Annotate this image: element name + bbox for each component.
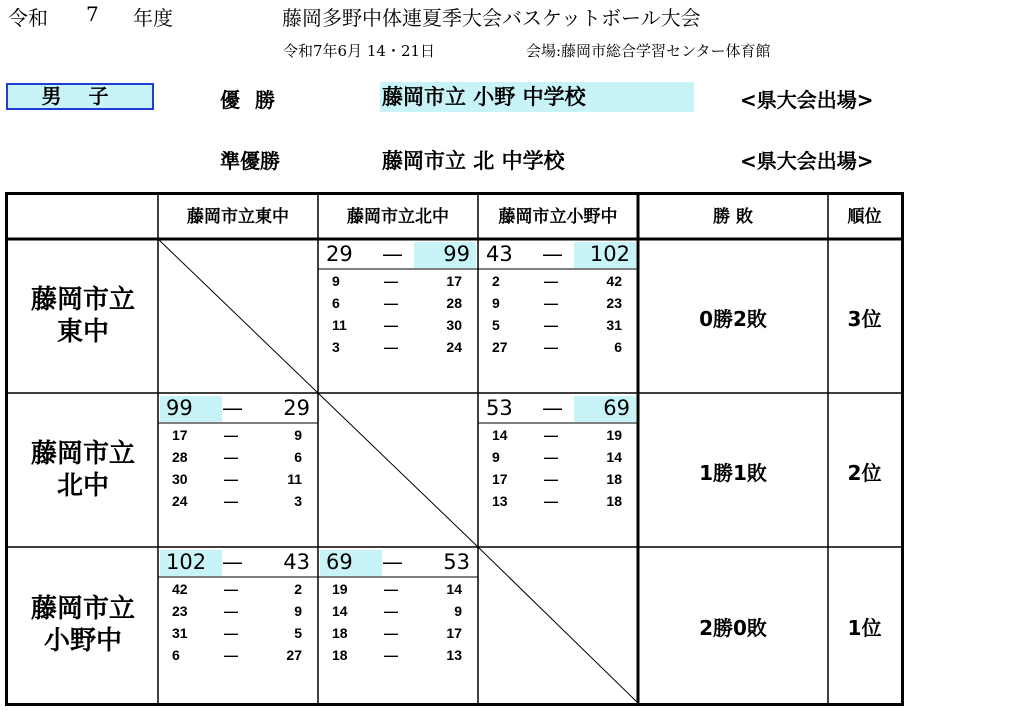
quarter-dash: — [384,581,398,597]
quarter-dash: — [224,603,238,619]
runner-up-label: 準優勝 [220,149,280,173]
opponent-score: 102 [589,242,630,266]
quarter-own-score: 2 [492,273,500,289]
quarter-dash: — [544,317,558,333]
team-name-line2: 北中 [56,471,109,501]
team-name [8,438,158,502]
quarter-opponent-score: 18 [606,471,622,487]
quarter-opponent-score: 9 [454,603,462,619]
quarter-dash: — [544,273,558,289]
quarter-dash: — [384,317,398,333]
quarter-own-score: 5 [492,317,500,333]
quarter-opponent-score: 6 [294,449,302,465]
diagonal-self-cell [318,393,478,547]
quarter-opponent-score: 28 [446,295,462,311]
team-name [8,593,158,657]
quarter-opponent-score: 14 [606,449,622,465]
quarter-dash: — [544,471,558,487]
quarter-own-score: 42 [172,581,188,597]
win-loss-record: 0勝2敗 [699,307,767,331]
quarter-own-score: 19 [332,581,348,597]
opponent-score: 53 [443,550,470,574]
quarter-opponent-score: 19 [606,427,622,443]
quarter-own-score: 6 [172,647,180,663]
opponent-score: 29 [283,396,310,420]
quarter-dash: — [544,339,558,355]
quarter-dash: — [544,493,558,509]
quarter-dash: — [224,625,238,641]
quarter-dash: — [384,625,398,641]
quarter-opponent-score: 17 [446,625,462,641]
score-dash: — [542,396,563,420]
win-loss-record: 1勝1敗 [699,461,767,485]
quarter-opponent-score: 13 [446,647,462,663]
team-name-line1: 藤岡市立 [30,594,135,624]
win-loss-record: 2勝0敗 [699,616,767,640]
tournament-venue: 会場:藤岡市総合学習センター体育館 [526,42,771,60]
quarter-dash: — [224,449,238,465]
quarter-dash: — [224,647,238,663]
winner-label: 優 勝 [220,88,279,112]
quarter-own-score: 9 [492,295,500,311]
quarter-own-score: 3 [332,339,340,355]
quarter-opponent-score: 14 [446,581,462,597]
quarter-dash: — [224,493,238,509]
winner-note: <県大会出場> [740,88,874,112]
quarter-opponent-score: 2 [294,581,302,597]
tournament-title: 藤岡多野中体連夏季大会バスケットボール大会 [282,6,701,30]
quarter-opponent-score: 9 [294,603,302,619]
quarter-opponent-score: 3 [294,493,302,509]
quarter-own-score: 11 [332,317,347,333]
opponent-score: 99 [443,242,470,266]
opponent-score: 69 [603,396,630,420]
quarter-dash: — [224,427,238,443]
winner-name: 藤岡市立 小野 中学校 [380,82,694,112]
rank: 1位 [847,616,882,640]
team-name-line2: 東中 [56,317,109,347]
year-suffix: 年度 [133,6,173,30]
quarter-own-score: 31 [172,625,188,641]
quarter-opponent-score: 27 [286,647,302,663]
runner-up-note: <県大会出場> [740,149,874,173]
rank: 2位 [847,461,882,485]
quarter-opponent-score: 18 [606,493,622,509]
category-badge: 男 子 [6,83,154,110]
runner-up-name: 藤岡市立 北 中学校 [382,149,565,173]
quarter-opponent-score: 31 [606,317,622,333]
rank: 3位 [847,307,882,331]
quarter-opponent-score: 24 [446,339,462,355]
own-score: 53 [486,396,513,420]
opponent-score: 43 [283,550,310,574]
quarter-own-score: 18 [332,647,348,663]
quarter-dash: — [224,581,238,597]
quarter-own-score: 14 [492,427,508,443]
diagonal-self-cell [478,547,638,703]
column-header: 順位 [847,207,882,227]
quarter-own-score: 9 [492,449,500,465]
column-header: 藤岡市立小野中 [498,207,618,227]
quarter-opponent-score: 42 [606,273,622,289]
quarter-dash: — [384,339,398,355]
score-dash: — [382,550,403,574]
quarter-opponent-score: 6 [614,339,622,355]
quarter-dash: — [544,449,558,465]
column-header: 勝 敗 [713,207,753,227]
team-name [8,284,158,348]
column-header: 藤岡市立北中 [347,207,449,227]
quarter-opponent-score: 30 [446,317,462,333]
quarter-dash: — [384,295,398,311]
quarter-own-score: 17 [172,427,188,443]
quarter-dash: — [384,603,398,619]
own-score: 29 [326,242,353,266]
own-score: 69 [326,550,353,574]
quarter-dash: — [224,471,238,487]
column-header: 藤岡市立東中 [187,207,289,227]
quarter-dash: — [544,427,558,443]
era-label: 令和 [8,6,48,30]
quarter-opponent-score: 5 [294,625,302,641]
year-number: 7 [86,2,99,26]
quarter-own-score: 30 [172,471,188,487]
quarter-own-score: 28 [172,449,188,465]
team-name-line1: 藤岡市立 [30,439,135,469]
quarter-own-score: 27 [492,339,508,355]
quarter-own-score: 24 [172,493,188,509]
quarter-own-score: 14 [332,603,348,619]
quarter-own-score: 17 [492,471,508,487]
score-dash: — [542,242,563,266]
quarter-opponent-score: 11 [287,471,302,487]
tournament-date: 令和7年6月 14・21日 [283,42,436,60]
own-score: 102 [166,550,207,574]
own-score: 99 [166,396,193,420]
own-score: 43 [486,242,513,266]
diagonal-self-cell [158,239,318,393]
league-table [5,192,904,706]
quarter-dash: — [384,273,398,289]
quarter-opponent-score: 17 [446,273,462,289]
score-dash: — [382,242,403,266]
quarter-opponent-score: 9 [294,427,302,443]
quarter-opponent-score: 23 [606,295,622,311]
quarter-own-score: 13 [492,493,508,509]
team-name-line1: 藤岡市立 [30,285,135,315]
quarter-own-score: 23 [172,603,188,619]
score-dash: — [222,396,243,420]
quarter-own-score: 18 [332,625,348,641]
quarter-own-score: 6 [332,295,340,311]
team-name-line2: 小野中 [43,626,122,656]
quarter-dash: — [384,647,398,663]
quarter-dash: — [544,295,558,311]
score-dash: — [222,550,243,574]
quarter-own-score: 9 [332,273,340,289]
